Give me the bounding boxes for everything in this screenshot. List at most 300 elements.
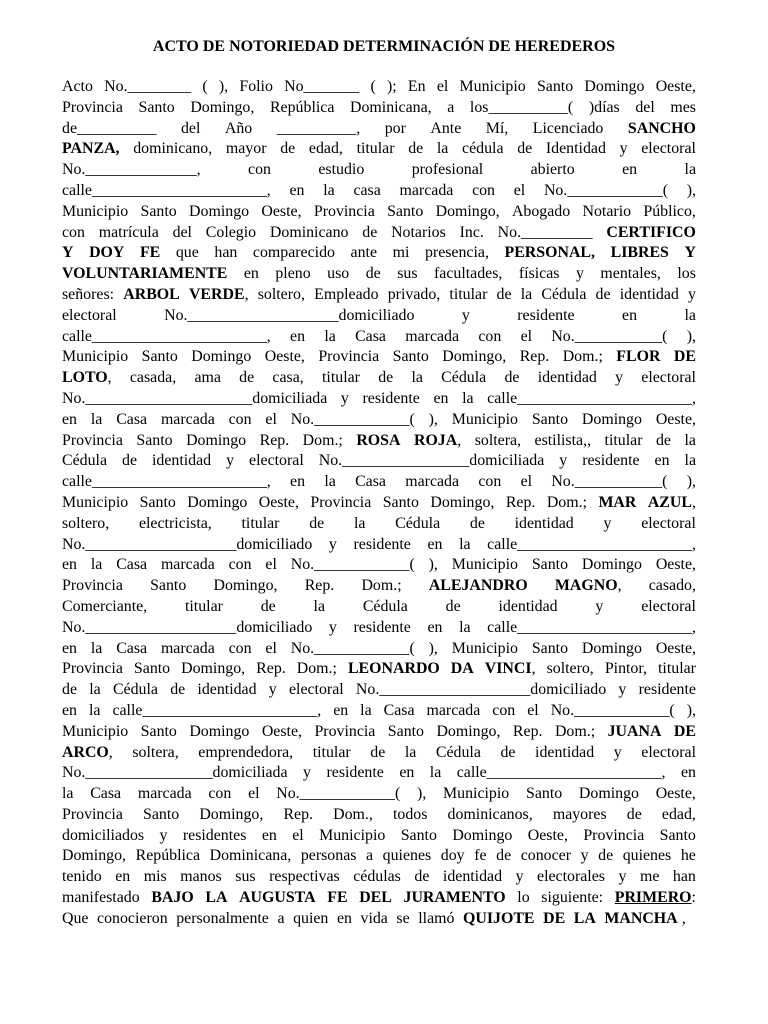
word-text: Municipio [62, 493, 129, 511]
word [355, 327, 386, 348]
word-text: Notario [582, 202, 632, 220]
word-text-emphasis: VINCI [484, 660, 532, 678]
word-text: a [277, 909, 285, 927]
word-text: soltera, [132, 743, 179, 761]
word [463, 909, 539, 930]
word [139, 98, 175, 119]
word-text: en [427, 535, 443, 553]
word [641, 514, 696, 535]
word-text: el [436, 78, 449, 95]
word-text: No.___________( [551, 473, 668, 491]
word-text: dominicano, [133, 140, 213, 158]
word [531, 160, 575, 181]
word-text-emphasis: DOY [89, 244, 125, 262]
word-text: la [436, 140, 449, 158]
text-line [62, 327, 696, 348]
word [272, 368, 303, 389]
word [202, 77, 207, 98]
word [323, 181, 334, 202]
word [150, 576, 186, 597]
word [276, 784, 400, 805]
word [259, 493, 299, 514]
word [313, 743, 351, 764]
word-text: en [399, 764, 415, 782]
word [655, 451, 670, 472]
word [526, 784, 562, 805]
word [265, 410, 276, 431]
word-text: electoral [641, 140, 696, 158]
word-text: la [90, 556, 103, 574]
word-text: la [404, 743, 417, 761]
word-text: manifestado [62, 889, 140, 907]
word-text: mayor [225, 140, 267, 158]
word [258, 285, 305, 306]
word [401, 826, 437, 847]
word-text: No._____________________domiciliada [62, 389, 328, 407]
word [640, 867, 659, 888]
word-text: mentales, [600, 265, 661, 283]
word [405, 327, 459, 348]
word [521, 846, 571, 867]
word [583, 826, 644, 847]
word [314, 597, 325, 618]
word-text: calle______________________, [456, 764, 666, 782]
word [462, 306, 470, 327]
word [183, 826, 247, 847]
word-text: y [159, 826, 168, 844]
word [604, 514, 612, 535]
word [329, 535, 337, 556]
word [687, 327, 696, 348]
word [441, 846, 465, 867]
word [62, 743, 113, 764]
text-line [62, 639, 696, 660]
word [62, 202, 128, 223]
word-text: Domingo [452, 826, 513, 844]
word [91, 639, 102, 660]
word-text: la [684, 452, 696, 470]
word [441, 368, 486, 389]
word-text: Municipio [62, 348, 129, 366]
word [391, 223, 446, 244]
word-text: matrícula [98, 223, 159, 241]
word-text: y [328, 535, 337, 553]
word [180, 867, 222, 888]
word [641, 139, 696, 160]
word-text-emphasis: MANCHA [604, 909, 678, 927]
word-text: identidad [514, 514, 574, 532]
word-text: en [261, 826, 277, 844]
word [329, 618, 337, 639]
word [427, 535, 442, 556]
word-text: de [370, 743, 386, 761]
word-text-emphasis: LEONARDO [347, 660, 440, 678]
word [62, 451, 107, 472]
word-text: titular [184, 597, 223, 615]
word-text: cédula [462, 140, 504, 158]
word [353, 618, 410, 639]
word-text-emphasis: Y [62, 244, 74, 262]
word [589, 98, 620, 119]
word [576, 264, 584, 285]
word [248, 160, 271, 181]
word [190, 98, 254, 119]
word-text: a [447, 98, 455, 116]
word-text: del [635, 98, 655, 116]
word [290, 472, 305, 493]
word [62, 472, 271, 493]
word [62, 555, 77, 576]
word-text: Santo [659, 826, 696, 844]
word-text: la [324, 327, 336, 345]
word [627, 805, 642, 826]
word [62, 826, 144, 847]
word-text: ama [194, 369, 221, 387]
word-text: sus [235, 868, 256, 886]
word [641, 597, 696, 618]
word [189, 722, 249, 743]
word [62, 701, 77, 722]
word [291, 639, 415, 660]
word [684, 243, 695, 264]
word-text-emphasis: DA [450, 660, 474, 678]
word [353, 867, 401, 888]
word [116, 555, 147, 576]
word-text: identidad [619, 285, 679, 303]
word [487, 389, 696, 410]
word [62, 867, 102, 888]
word-text: y [618, 868, 627, 886]
word-text: residente [362, 389, 420, 407]
word [516, 867, 524, 888]
word-text: ), [218, 78, 229, 95]
word-text: en [62, 701, 77, 719]
word-text: Empleado [314, 285, 379, 303]
word-text: calle______________________, [62, 181, 271, 199]
text-line [62, 555, 696, 576]
word [512, 202, 570, 223]
word-text: han [672, 868, 696, 886]
word-text: calle______________________, [62, 473, 271, 491]
word [62, 264, 227, 285]
word [301, 846, 357, 867]
word [99, 223, 159, 244]
word-text: el [520, 473, 533, 491]
word-text: lo [517, 889, 530, 907]
word [186, 431, 246, 452]
word-text-emphasis: BAJO [151, 889, 194, 907]
word-text: Casa [355, 327, 386, 345]
word-text-emphasis: Y [684, 244, 696, 262]
word-text: Casa [355, 473, 386, 491]
word [239, 77, 273, 98]
word-text: Domingo [584, 78, 645, 95]
word-text: y [613, 743, 622, 761]
word-text: )días [588, 98, 620, 116]
word-text: casa, [272, 369, 304, 387]
word-text: el [265, 410, 277, 428]
word [97, 909, 172, 930]
word-text: ), [686, 181, 696, 199]
word-text: Cédula [395, 514, 441, 532]
word [265, 347, 305, 368]
word-text: electricista [138, 514, 208, 532]
word-text: Rep. [512, 722, 543, 740]
word [429, 639, 438, 660]
word-text: identidad [535, 743, 595, 761]
word-text: identidad [197, 681, 257, 699]
text-line [62, 805, 696, 826]
word-text: y [515, 868, 524, 886]
word [486, 119, 509, 140]
word-text: Rep. [259, 431, 290, 449]
word [427, 701, 481, 722]
word [485, 659, 536, 680]
word [656, 410, 696, 431]
word [555, 576, 622, 597]
word-text: casado, [648, 577, 696, 595]
word [687, 701, 696, 722]
word [361, 576, 401, 597]
word-text-emphasis: AUGUSTA [239, 889, 316, 907]
word-text: Santo [531, 410, 569, 428]
word-text: quienes [382, 847, 432, 865]
word-text: Municipio [451, 556, 518, 574]
word [289, 680, 344, 701]
word-text: los__________( [469, 98, 574, 116]
word-text: casa [353, 181, 381, 199]
word-text: Ante [430, 119, 462, 137]
word-text: Municipio [443, 785, 510, 803]
word-text: titular [449, 285, 488, 303]
word-text: electoral [641, 743, 696, 761]
word [538, 368, 597, 389]
word [519, 264, 560, 285]
word [324, 472, 335, 493]
word-text: No.____________( [543, 181, 668, 199]
word [62, 722, 128, 743]
word [505, 243, 596, 264]
word [600, 264, 660, 285]
word-text: de [170, 681, 186, 699]
word [197, 680, 256, 701]
word [361, 909, 393, 930]
word [427, 618, 442, 639]
word-text: Santo [140, 202, 177, 220]
word [161, 555, 215, 576]
word-text: y [619, 140, 628, 158]
word [205, 888, 227, 909]
word [116, 410, 147, 431]
word [527, 701, 538, 722]
word [492, 701, 515, 722]
word-text: con [248, 161, 271, 179]
word [383, 493, 419, 514]
word-text: Pintor, [604, 660, 647, 678]
word [62, 410, 77, 431]
word [399, 763, 414, 784]
text-line [62, 77, 696, 98]
word-text: electoral [641, 514, 696, 532]
text-line [62, 243, 696, 264]
word [639, 680, 696, 701]
word-text: el [248, 785, 260, 803]
word-text: República [135, 847, 201, 865]
word-text: Municipio [62, 722, 129, 740]
word [359, 888, 392, 909]
word [303, 431, 343, 452]
word-text: y [580, 847, 589, 865]
word [132, 743, 178, 764]
word-text: Santo [392, 348, 429, 366]
word-text: Año [224, 119, 253, 137]
word-text: del [180, 119, 201, 137]
word-text: de [62, 681, 77, 699]
word [656, 77, 696, 98]
word [140, 243, 160, 264]
word-text: residentes [182, 826, 247, 844]
word [360, 701, 371, 722]
word [277, 909, 288, 930]
word [151, 888, 193, 909]
word-text: en [62, 410, 77, 428]
word-text: el [292, 826, 304, 844]
word [436, 722, 500, 743]
word-text: el [527, 701, 539, 719]
word [210, 846, 292, 867]
text-line [62, 264, 696, 285]
word [532, 410, 568, 431]
word-text: Provincia [583, 826, 645, 844]
word-text: Casa [116, 556, 148, 574]
word-text: No.___________( [551, 327, 668, 345]
word [543, 909, 569, 930]
word [452, 555, 518, 576]
word [408, 139, 423, 160]
word [176, 909, 273, 930]
word [604, 909, 690, 930]
word-text-emphasis: LOTO [62, 369, 108, 387]
word [90, 784, 121, 805]
word-text: en [622, 306, 638, 324]
word-text: Municipio [451, 410, 518, 428]
word [187, 493, 247, 514]
text-line [62, 347, 696, 368]
word [615, 368, 623, 389]
word [292, 826, 303, 847]
word-text: soltero, [62, 514, 110, 532]
word-text: Santo [136, 431, 173, 449]
word-text: Oeste, [655, 785, 696, 803]
word-text: , [691, 493, 696, 511]
word [115, 867, 130, 888]
word-text: Comerciante, [62, 597, 148, 615]
word [404, 888, 506, 909]
text-line [62, 722, 696, 743]
word-text: en [654, 452, 670, 470]
text-line [62, 160, 696, 181]
text-line [62, 410, 696, 431]
word [551, 472, 667, 493]
word [462, 139, 503, 160]
word [618, 867, 626, 888]
word-text: Cédula [62, 452, 108, 470]
word-text: Provincia [314, 722, 376, 740]
word [366, 264, 381, 285]
word-text: , [207, 514, 212, 532]
word-text: calle______________________, [487, 618, 696, 636]
word [608, 722, 662, 743]
word [189, 202, 249, 223]
word [623, 846, 672, 867]
word [244, 264, 259, 285]
word [474, 846, 486, 867]
word [206, 223, 256, 244]
word-text: con [228, 410, 252, 428]
word [370, 743, 385, 764]
word-text: la [90, 639, 103, 657]
word [533, 119, 604, 140]
word-text: marcada [399, 181, 454, 199]
word-text: Domingo, [213, 577, 278, 595]
word [291, 555, 415, 576]
word [430, 763, 441, 784]
word [598, 493, 636, 514]
word [214, 243, 237, 264]
word [284, 77, 359, 98]
word [643, 202, 696, 223]
word [606, 223, 696, 244]
word [265, 555, 276, 576]
word-text: en [427, 618, 443, 636]
word [582, 451, 639, 472]
word-text: en [333, 701, 349, 719]
word-text: Cédula [541, 285, 587, 303]
word-text: Santo [387, 202, 424, 220]
word-text: el [520, 327, 533, 345]
word-text: Santo [138, 98, 175, 116]
word-text: de [414, 868, 430, 886]
word-text-emphasis: QUIJOTE [463, 909, 535, 927]
word-text: la [62, 785, 74, 803]
word [173, 223, 192, 244]
word [134, 659, 170, 680]
word-text: la [353, 514, 366, 532]
word [62, 119, 156, 140]
word-text: No.________ [104, 78, 192, 95]
word-text: , [107, 369, 112, 387]
word-text: No.____________( [290, 410, 415, 428]
word-text: con [62, 223, 85, 241]
word [322, 368, 360, 389]
word [62, 909, 93, 930]
word-text: electorales [537, 868, 605, 886]
word [366, 846, 373, 867]
text-line [62, 285, 696, 306]
word [363, 597, 408, 618]
text-line [62, 389, 696, 410]
word-text: en [290, 327, 306, 345]
word-text: Domingo [189, 202, 250, 220]
word [430, 119, 461, 140]
document-body [62, 77, 696, 930]
word [62, 285, 114, 306]
word-text: identidad [442, 868, 503, 886]
word [248, 784, 259, 805]
word [191, 347, 251, 368]
word-text: y [559, 452, 568, 470]
word-text: presencia, [424, 244, 489, 262]
